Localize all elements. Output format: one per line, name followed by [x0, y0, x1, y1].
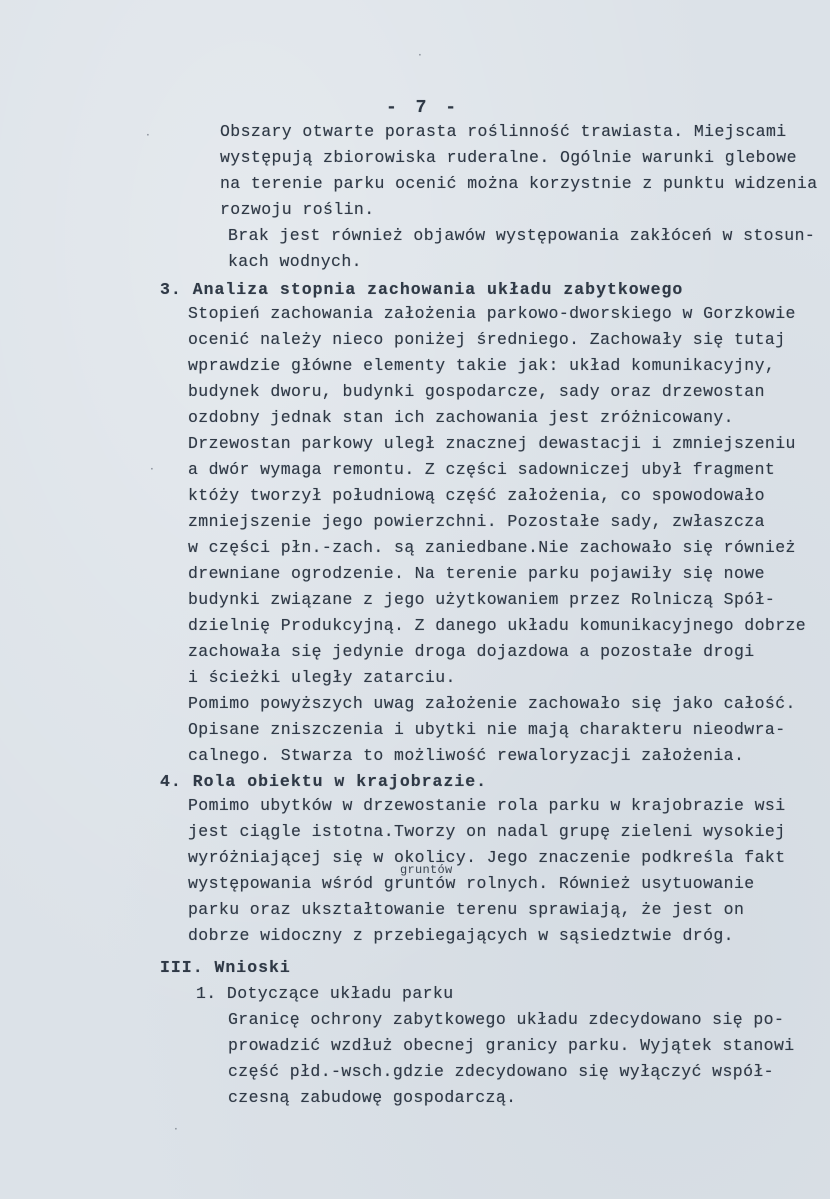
handwritten-correction: gruntów: [400, 863, 453, 877]
paper-speck: ·: [146, 128, 150, 142]
text-line: dzielnię Produkcyjną. Z danego układu komunikacyjnego dobrze: [188, 616, 807, 635]
text-line: kach wodnych.: [228, 252, 362, 271]
section-heading-4: 4. Rola obiektu w krajobrazie.: [160, 772, 488, 791]
text-line: Obszary otwarte porasta roślinność trawiasta. Miejscami: [220, 122, 787, 141]
text-line: w części płn.-zach. są zaniedbane.Nie zachowało się również: [188, 538, 796, 557]
text-line: Opisane zniszczenia i ubytki nie mają charakteru nieodwra-: [188, 720, 786, 739]
text-line: ozdobny jednak stan ich zachowania jest zróżnicowany.: [188, 408, 734, 427]
text-line: parku oraz ukształtowanie terenu sprawiają, że jest on: [188, 900, 745, 919]
text-line: czesną zabudowę gospodarczą.: [228, 1088, 517, 1107]
section-heading-iii: III. Wnioski: [160, 958, 291, 977]
text-line: Brak jest również objawów występowania zakłóceń w stosun-: [228, 226, 816, 245]
text-line: Pomimo ubytków w drzewostanie rola parku w krajobrazie wsi: [188, 796, 786, 815]
text-line: Stopień zachowania założenia parkowo-dworskiego w Gorzkowie: [188, 304, 796, 323]
text-line: budynki związane z jego użytkowaniem przez Rolniczą Spół-: [188, 590, 776, 609]
text-line: a dwór wymaga remontu. Z części sadowniczej ubył fragment: [188, 460, 776, 479]
text-line: drewniane ogrodzenie. Na terenie parku pojawiły się nowe: [188, 564, 765, 583]
text-line: wyróżniającej się w okolicy. Jego znaczenie podkreśla fakt: [188, 848, 786, 867]
text-line: jest ciągle istotna.Tworzy on nadal grupę zieleni wysokiej: [188, 822, 786, 841]
text-line: Pomimo powyższych uwag założenie zachowało się jako całość.: [188, 694, 796, 713]
text-line: calnego. Stwarza to możliwość rewaloryzacji założenia.: [188, 746, 745, 765]
subsection-heading: 1. Dotyczące układu parku: [196, 984, 454, 1003]
page-number: - 7 -: [386, 98, 461, 118]
text-line: Granicę ochrony zabytkowego układu zdecydowano się po-: [228, 1010, 785, 1029]
text-line: występowania wśród gruntów rolnych. Również usytuowanie: [188, 874, 755, 893]
text-line: zachowała się jedynie droga dojazdowa a pozostałe drogi: [188, 642, 755, 661]
text-line: dobrze widoczny z przebiegających w sąsiedztwie dróg.: [188, 926, 734, 945]
text-line: część płd.-wsch.gdzie zdecydowano się wyłączyć współ-: [228, 1062, 774, 1081]
text-line: i ścieżki uległy zatarciu.: [188, 668, 456, 687]
text-line: ocenić należy nieco poniżej średniego. Zachowały się tutaj: [188, 330, 786, 349]
paper-speck: ·: [150, 462, 154, 476]
text-line: któży tworzył południową część założenia, co spowodowało: [188, 486, 765, 505]
text-line: budynek dworu, budynki gospodarcze, sady oraz drzewostan: [188, 382, 765, 401]
text-line: Drzewostan parkowy uległ znacznej dewastacji i zmniejszeniu: [188, 434, 796, 453]
section-heading-3: 3. Analiza stopnia zachowania układu zabytkowego: [160, 280, 684, 299]
text-line: wprawdzie główne elementy takie jak: układ komunikacyjny,: [188, 356, 776, 375]
paper-speck: ·: [418, 48, 422, 62]
text-line: występują zbiorowiska ruderalne. Ogólnie warunki glebowe: [220, 148, 797, 167]
text-line: zmniejszenie jego powierzchni. Pozostałe sady, zwłaszcza: [188, 512, 765, 531]
text-line: prowadzić wzdłuż obecnej granicy parku. Wyjątek stanowi: [228, 1036, 795, 1055]
paper-speck: ·: [174, 1122, 178, 1136]
text-line: na terenie parku ocenić można korzystnie z punktu widzenia: [220, 174, 818, 193]
text-line: rozwoju roślin.: [220, 200, 375, 219]
